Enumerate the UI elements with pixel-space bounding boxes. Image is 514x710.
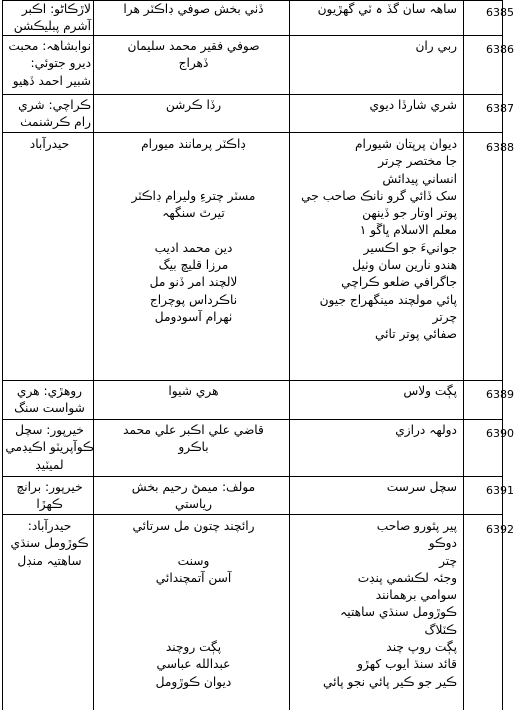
- table-row: [2, 38, 514, 94]
- publisher-info: لاڙڪاڻو: اڪبر آشرم پبليڪشن: [13, 2, 91, 34]
- row-divider: [2, 380, 503, 381]
- table-row: [2, 136, 514, 380]
- publisher-info: خيرپور: سچل ڪوآپريٽو اڪيڊمي لميٽيڊ: [5, 423, 94, 472]
- title-line: سچل سرست: [386, 480, 457, 494]
- title-line: دولهہ درازي: [395, 423, 457, 437]
- row-divider: [2, 514, 503, 515]
- title-line: هندو نارين سان وٺيل: [352, 258, 457, 273]
- row-divider: [2, 476, 503, 477]
- author-line: ناڪرداس پوچراج: [149, 292, 238, 307]
- author-name: [96, 97, 291, 114]
- title-line: انساني پيدائش: [382, 171, 457, 186]
- author-line: هري شيوا: [168, 384, 219, 398]
- entry-number: 6390: [486, 427, 514, 440]
- author-line: [96, 535, 291, 552]
- author-line: دين محمد اديب: [154, 240, 233, 255]
- title-line: ديوان پرپتان شيورام: [354, 137, 457, 151]
- entry-number: 6386: [486, 43, 514, 56]
- title-line: سک ڏائي گرو نانڪ صاحب جي: [301, 188, 457, 203]
- title-line: پڳت روپ چند: [386, 640, 457, 655]
- title-line: پائي مولچند مينگهراج جيون: [319, 292, 457, 307]
- entry-number: 6392: [486, 523, 514, 536]
- author-line: لالچند امر ڏنو مل: [149, 275, 238, 290]
- author-line: مرزا قليچ بيگ: [158, 258, 229, 273]
- row-divider: [2, 419, 503, 420]
- publisher-info: روهڙي: هري شواست سنگ: [14, 384, 85, 416]
- row-divider: [2, 132, 503, 133]
- author-name: [96, 38, 291, 73]
- title-line: چرتر: [432, 309, 457, 324]
- title-line: پڳت ولاس: [403, 384, 457, 398]
- author-line: قاضي علي اڪبر علي محمد: [123, 423, 264, 437]
- author-line: وسنت: [177, 553, 210, 568]
- author-line: [96, 622, 291, 639]
- entry-number: 6388: [486, 141, 514, 154]
- title-line: صفائي پوتر تائي: [375, 327, 457, 342]
- entry-number: 6385: [486, 6, 514, 19]
- author-name: [96, 136, 291, 326]
- author-line: ڏهراج: [178, 56, 209, 71]
- publisher-info: خيرپور: برانچ ڪهڙا: [16, 480, 83, 512]
- author-line: [96, 153, 291, 170]
- author-line: پڳت روچند: [165, 640, 222, 655]
- title-line: معلم الاسلام ڀاڱو ١: [359, 223, 457, 238]
- title-line: دوڪو: [428, 536, 457, 551]
- title-line: چتر: [439, 553, 457, 568]
- title-line: وجئہ لڪشمي پنڊت: [357, 570, 457, 585]
- author-line: مسٽر چترءِ وليرام ڊاڪٽر: [131, 188, 256, 203]
- author-name: [96, 518, 291, 691]
- author-line: ڊاڪٽر پرمانند ميورام: [141, 137, 246, 151]
- title-line: قائد سنڌ ايوب کهڙو: [357, 657, 457, 672]
- entry-number: 6387: [486, 102, 514, 115]
- table-row: [2, 479, 514, 514]
- author-line: تيرٿ سنگهہ: [162, 206, 225, 221]
- author-line: رائچند چتون مل سرتائي: [132, 519, 255, 533]
- title-line: ڪير جو ڪير پائي نجو پائي: [322, 674, 457, 689]
- author-line: رڏا ڪرشن: [165, 98, 222, 112]
- title-line: ڪٽلاگ: [424, 622, 457, 637]
- author-line: [96, 604, 291, 621]
- entry-number: 6389: [486, 388, 514, 401]
- author-line: صوفي فقير محمد سليمان: [127, 39, 260, 53]
- author-line: [96, 171, 291, 188]
- author-line: مولف: ميمڻ رحيم بخش: [131, 480, 256, 494]
- author-name: [96, 383, 291, 400]
- author-name: [96, 479, 291, 514]
- publisher-info: حيدرآباد: ڪوڙومل سنڌي ساهتيہ منڊل: [10, 519, 89, 568]
- author-line: باڪرو: [178, 440, 209, 455]
- title-line: شري شارڏا ديوي: [369, 98, 457, 112]
- publisher-info: حيدرآباد: [29, 137, 70, 151]
- table-row: [2, 1, 514, 35]
- author-line: عبدالله عباسي: [156, 657, 231, 672]
- title-line: پير پٿورو صاحب: [376, 519, 457, 533]
- publisher-info: ڪراچي: شري رام ڪرشنمٺ: [18, 98, 91, 130]
- title-line: ڪوڙومل سنڌي ساهتيہ: [340, 605, 457, 620]
- title-line: ربي ران: [415, 39, 457, 53]
- table-row: [2, 97, 514, 132]
- title-line: جا مختصر چرتر: [378, 154, 457, 169]
- author-name: [96, 1, 291, 18]
- entry-number: 6391: [486, 484, 514, 497]
- title-line: جاگرافي ضلعو ڪراچي: [341, 275, 457, 290]
- publisher-info: نوابشاهہ: محبت ديرو جتوئي: شبير احمد ڏهيو: [8, 39, 91, 88]
- title-line: سوامي برهمانند: [375, 588, 457, 603]
- title-line: پوتر اوتار جو ڏينهن: [362, 206, 457, 221]
- title-line: جوانيءَ جو اڪسير: [363, 240, 457, 255]
- table-row: [2, 383, 514, 419]
- author-line: رياستي: [174, 497, 213, 512]
- table-row: [2, 422, 514, 476]
- author-line: ڏٺي بخش صوفي ڊاڪٽر هرا: [123, 2, 264, 16]
- title-line: ساهہ سان گڏ ہ ٽي گهڙيون: [317, 2, 457, 16]
- author-line: [96, 222, 291, 239]
- table-row: [2, 518, 514, 710]
- author-line: [96, 587, 291, 604]
- author-line: ٺهرام آسودومل: [154, 309, 233, 324]
- author-name: [96, 422, 291, 457]
- row-divider: [2, 94, 503, 95]
- author-line: ديوان ڪوڙومل: [155, 674, 232, 689]
- author-line: آسن آتمچندائي: [155, 570, 232, 585]
